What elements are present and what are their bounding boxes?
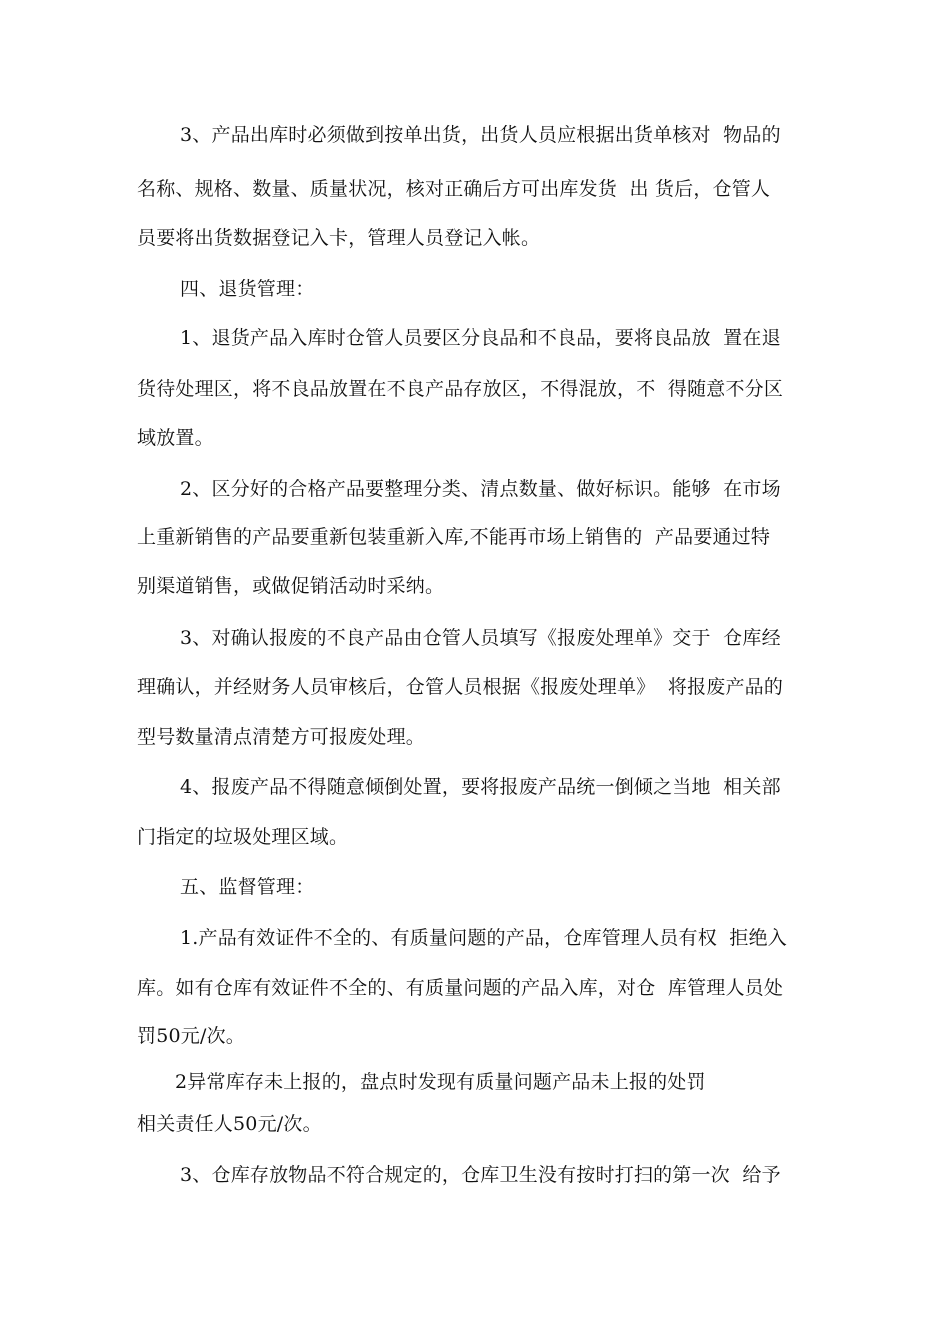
text-line: 1.产品有效证件不全的、有质量问题的产品，仓库管理人员有权 拒绝入	[180, 927, 788, 949]
text-line: 门指定的垃圾处理区域。	[137, 826, 349, 848]
text-line: 3、仓库存放物品不符合规定的，仓库卫生没有按时打扫的第一次 给予	[180, 1164, 781, 1186]
text-line: 员要将出货数据登记入卡，管理人员登记入帐。	[137, 227, 541, 249]
text-line: 2、区分好的合格产品要整理分类、清点数量、做好标识。能够 在市场	[180, 478, 781, 500]
text-line: 理确认，并经财务人员审核后，仓管人员根据《报废处理单》 将报废产品的	[137, 676, 784, 698]
text-line: 罚50元/次。	[137, 1025, 245, 1047]
text-line: 上重新销售的产品要重新包装重新入库,不能再市场上销售的 产品要通过特	[137, 526, 771, 548]
text-line: 货待处理区，将不良品放置在不良产品存放区，不得混放，不 得随意不分区	[137, 378, 784, 400]
text-line: 域放置。	[137, 427, 214, 449]
text-line: 3、对确认报废的不良产品由仓管人员填写《报废处理单》交于 仓库经	[180, 627, 781, 649]
text-line: 4、报废产品不得随意倾倒处置，要将报废产品统一倒倾之当地 相关部	[180, 776, 781, 798]
text-line: 库。如有仓库有效证件不全的、有质量问题的产品入库，对仓 库管理人员处	[137, 977, 784, 999]
text-line: 名称、规格、数量、质量状况，核对正确后方可出库发货 出 货后，仓管人	[137, 178, 771, 200]
section-heading: 四、退货管理：	[180, 278, 315, 300]
section-heading: 五、监督管理：	[180, 876, 315, 898]
text-line: 1、退货产品入库时仓管人员要区分良品和不良品，要将良品放 置在退	[180, 327, 781, 349]
text-line: 别渠道销售，或做促销活动时采纳。	[137, 575, 445, 597]
text-line: 2异常库存未上报的，盘点时发现有质量问题产品未上报的处罚	[175, 1071, 706, 1093]
text-line: 3、产品出库时必须做到按单出货，出货人员应根据出货单核对 物品的	[180, 124, 781, 146]
text-line: 型号数量清点清楚方可报废处理。	[137, 726, 426, 748]
text-line: 相关责任人50元/次。	[137, 1113, 322, 1135]
